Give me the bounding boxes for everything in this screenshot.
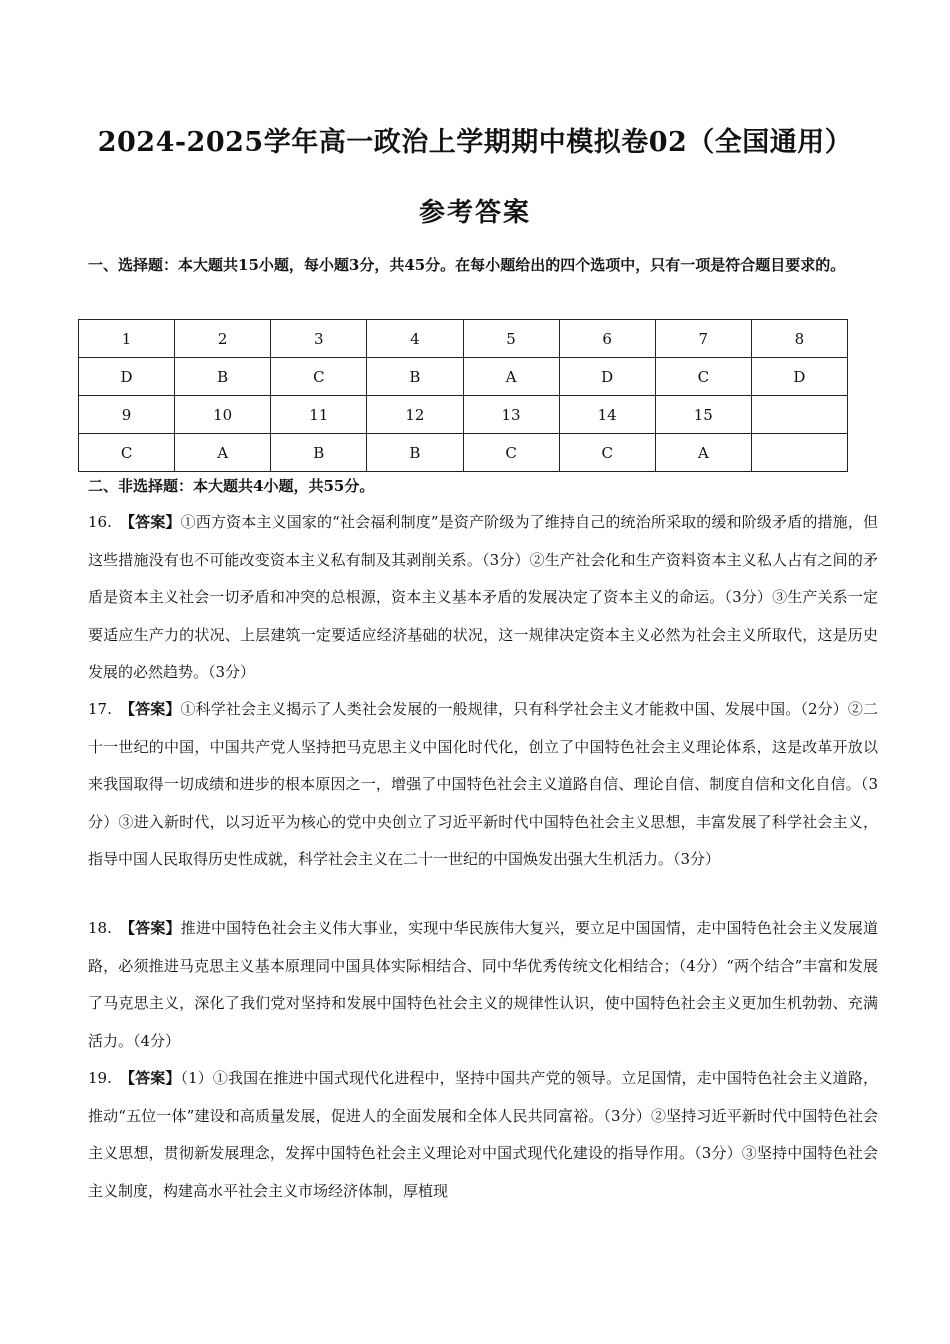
table-cell: A: [655, 434, 751, 472]
table-cell: 9: [79, 396, 175, 434]
table-cell: D: [559, 358, 655, 396]
table-row: [79, 320, 848, 358]
table-cell: 3: [271, 320, 367, 358]
answer-tag: 【答案】: [119, 513, 181, 531]
answer-text: 推进中国特色社会主义伟大事业，实现中华民族伟大复兴，要立足中国国情，走中国特色社会主义发展道路，必须推进马克思主义基本原理同中国具体实际相结合、同中华优秀传统文化相结合；（4分）“两个结合”丰富和发展了马克思主义，深化了我们党对坚持和发展中国特色社会主义的规律性认识，使中国特色社会主义更加生机勃勃、充满活力。（4分）: [88, 919, 878, 1050]
question-number: 18.: [88, 919, 112, 937]
table-cell: [751, 434, 847, 472]
answer-16: [88, 504, 878, 692]
answer-table: [78, 319, 848, 472]
answer-text: ①科学社会主义揭示了人类社会发展的一般规律，只有科学社会主义才能救中国、发展中国。（2分）②二十一世纪的中国，中国共产党人坚持把马克思主义中国化时代化，创立了中国特色社会主义理论体系，这是改革开放以来我国取得一切成绩和进步的根本原因之一，增强了中国特色社会主义道路自信、理论自信、制度自信和文化自信。（3分）③进入新时代，以习近平为核心的党中央创立了习近平新时代中国特色社会主义思想，丰富发展了科学社会主义，指导中国人民取得历史性成就，科学社会主义在二十一世纪的中国焕发出强大生机活力。（3分）: [88, 700, 878, 868]
table-row: [79, 396, 848, 434]
answer-18: [88, 910, 878, 1060]
answer-tag: 【答案】: [119, 919, 181, 937]
question-number: 16.: [88, 513, 112, 531]
table-cell: A: [463, 358, 559, 396]
section-1-heading: 一、选择题：本大题共15小题，每小题3分，共45分。在每小题给出的四个选项中，只有一项是符合题目要求的。: [88, 256, 846, 274]
table-cell: 10: [175, 396, 271, 434]
table-cell: C: [271, 358, 367, 396]
table-cell: C: [79, 434, 175, 472]
answer-tag: 【答案】: [119, 700, 181, 718]
question-number: 17.: [88, 700, 112, 718]
table-row: [79, 358, 848, 396]
section-2-heading: 二、非选择题：本大题共4小题，共55分。: [88, 477, 375, 495]
table-cell: 13: [463, 396, 559, 434]
table-cell: 4: [367, 320, 463, 358]
table-row: [79, 434, 848, 472]
table-cell: C: [463, 434, 559, 472]
table-cell: 5: [463, 320, 559, 358]
answer-19: [88, 1060, 878, 1210]
table-cell: A: [175, 434, 271, 472]
table-cell: B: [367, 358, 463, 396]
table-cell: B: [175, 358, 271, 396]
answer-text: （1）①我国在推进中国式现代化进程中，坚持中国共产党的领导。立足国情，走中国特色社会主义道路，推动“五位一体”建设和高质量发展，促进人的全面发展和全体人民共同富裕。（3分）②坚持习近平新时代中国特色社会主义思想，贯彻新发展理念，发挥中国特色社会主义理论对中国式现代化建设的指导作用。（3分）③坚持中国特色社会主义制度，构建高水平社会主义市场经济体制，厚植现: [88, 1069, 878, 1200]
answer-text: ①西方资本主义国家的“社会福利制度”是资产阶级为了维持自己的统治所采取的缓和阶级矛盾的措施，但这些措施没有也不可能改变资本主义私有制及其剥削关系。（3分）②生产社会化和生产资料资本主义私人占有之间的矛盾是资本主义社会一切矛盾和冲突的总根源，资本主义基本矛盾的发展决定了资本主义的命运。（3分）③生产关系一定要适应生产力的状况、上层建筑一定要适应经济基础的状况，这一规律决定资本主义必然为社会主义所取代，这是历史发展的必然趋势。（3分）: [88, 513, 878, 681]
table-cell: D: [79, 358, 175, 396]
table-cell: 1: [79, 320, 175, 358]
answer-17: [88, 691, 878, 879]
page-title: 2024-2025学年高一政治上学期期中模拟卷02（全国通用）: [97, 127, 853, 158]
table-cell: C: [655, 358, 751, 396]
table-cell: B: [271, 434, 367, 472]
table-cell: 12: [367, 396, 463, 434]
table-cell: 7: [655, 320, 751, 358]
table-cell: 11: [271, 396, 367, 434]
table-cell: D: [751, 358, 847, 396]
page-subtitle: 参考答案: [418, 198, 531, 228]
table-cell: 15: [655, 396, 751, 434]
table-cell: 6: [559, 320, 655, 358]
question-number: 19.: [88, 1069, 112, 1087]
table-cell: B: [367, 434, 463, 472]
table-cell: 8: [751, 320, 847, 358]
table-cell: 14: [559, 396, 655, 434]
table-cell: [751, 396, 847, 434]
table-cell: C: [559, 434, 655, 472]
answer-tag: 【答案】: [119, 1069, 181, 1087]
table-cell: 2: [175, 320, 271, 358]
